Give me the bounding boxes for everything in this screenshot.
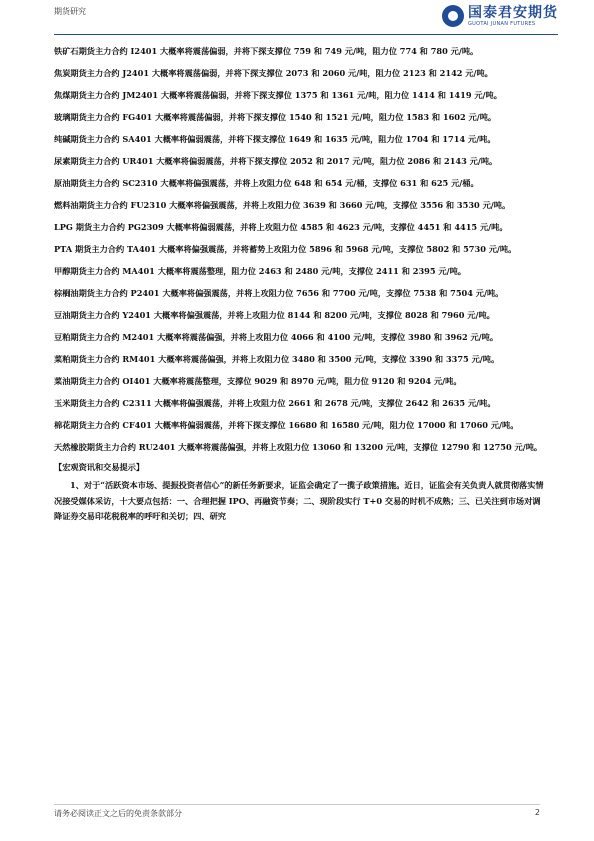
paragraph-lpg: LPG 期货主力合约 PG2309 大概率将偏弱震荡，并将上攻阻力位 4585 和 4623 元/吨，支撑位 4451 和 4415 元/吨。 [54, 222, 508, 232]
logo-en-text: GUOTAI JUNAN FUTURES [468, 20, 536, 27]
paragraph-pta: PTA 期货主力合约 TA401 大概率将偏强震荡，并将蓄势上攻阻力位 5896 和 5968 元/吨，支撑位 5802 和 5730 元/吨。 [54, 244, 517, 254]
logo-cn-text: 国泰君安期货 [468, 4, 558, 21]
paragraph-cotton: 棉花期货主力合约 CF401 大概率将偏弱震荡，并将下探支撑位 16680 和 16580 元/吨，阻力位 17000 和 17060 元/吨。 [54, 420, 519, 430]
paragraph-coke: 焦炭期货主力合约 J2401 大概率将震荡偏弱，并将下探支撑位 2073 和 2060 元/吨，阻力位 2123 和 2142 元/吨。 [54, 68, 493, 78]
paragraph-iron-ore: 铁矿石期货主力合约 I2401 大概率将震荡偏弱，并将下探支撑位 759 和 749 元/吨，阻力位 774 和 780 元/吨。 [54, 46, 479, 56]
paragraph-coking-coal: 焦煤期货主力合约 JM2401 大概率将震荡偏弱，并将下探支撑位 1375 和 1361 元/吨，阻力位 1414 和 1419 元/吨。 [54, 90, 502, 100]
paragraph-rapeseed-oil: 菜油期货主力合约 OI401 大概率将震荡整理，支撑位 9029 和 8970 元/吨，阻力位 9120 和 9204 元/吨。 [54, 376, 462, 386]
paragraph-methanol: 甲醇期货主力合约 MA401 大概率将震荡整理，阻力位 2463 和 2480 元/吨，支撑位 2411 和 2395 元/吨。 [54, 266, 466, 276]
footer-disclaimer: 请务必阅读正文之后的免责条款部分 [54, 809, 182, 818]
paragraph-soybean-meal: 豆粕期货主力合约 M2401 大概率将震荡偏强，并将上攻阻力位 4066 和 4100 元/吨，支撑位 3980 和 3962 元/吨。 [54, 332, 499, 342]
paragraph-palm-oil: 棕榈油期货主力合约 P2401 大概率将偏强震荡，并将上攻阻力位 7656 和 7700 元/吨，支撑位 7538 和 7504 元/吨。 [54, 288, 504, 298]
paragraph-crude-oil: 原油期货主力合约 SC2310 大概率将偏强震荡，并将上攻阻力位 648 和 654 元/桶，支撑位 631 和 625 元/桶。 [54, 178, 479, 188]
paragraph-rapeseed-meal: 菜粕期货主力合约 RM401 大概率将震荡偏强，并将上攻阻力位 3480 和 3500 元/吨，支撑位 3390 和 3375 元/吨。 [54, 354, 500, 364]
paragraph-corn: 玉米期货主力合约 C2311 大概率将偏强震荡，并将上攻阻力位 2661 和 2678 元/吨，支撑位 2642 和 2635 元/吨。 [54, 398, 496, 408]
footer-divider [54, 804, 540, 805]
header-left-label: 期货研究 [54, 7, 86, 16]
section-title-macro: 【宏观资讯和交易提示】 [54, 462, 145, 472]
paragraph-glass: 玻璃期货主力合约 FG401 大概率将震荡偏弱，并将下探支撑位 1540 和 1521 元/吨，阻力位 1583 和 1602 元/吨。 [54, 112, 497, 122]
document-body [54, 44, 546, 525]
page-number: 2 [534, 808, 540, 817]
section-body-macro: 1、对于“活跃资本市场、提振投资者信心”的新任务新要求，证监会确定了一揽子政策措施。近日，证监会有关负责人就贯彻落实情况接受媒体采访，十大要点包括：一、合理把握 IPO、再融资节奏；二、现阶段实行 T+0 交易的时机不成熟；三、已关注到市场对调降证券交易印花税税率的呼吁和关切；四、研究 [54, 480, 544, 521]
company-logo [442, 5, 558, 27]
paragraph-fuel-oil: 燃料油期货主力合约 FU2310 大概率将偏强震荡，并将上攻阻力位 3639 和 3660 元/吨，支撑位 3556 和 3530 元/吨。 [54, 200, 511, 210]
paragraph-urea: 尿素期货主力合约 UR401 大概率将偏弱震荡，并将下探支撑位 2052 和 2017 元/吨，阻力位 2086 和 2143 元/吨。 [54, 156, 498, 166]
paragraph-natural-rubber: 天然橡胶期货主力合约 RU2401 大概率将震荡偏强，并将上攻阻力位 13060 和 13200 元/吨，支撑位 12790 和 12750 元/吨。 [54, 442, 543, 452]
header-divider [54, 34, 558, 35]
logo-emblem-icon [442, 5, 464, 27]
paragraph-soda-ash: 纯碱期货主力合约 SA401 大概率将偏弱震荡，并将下探支撑位 1649 和 1635 元/吨，阻力位 1704 和 1714 元/吨。 [54, 134, 496, 144]
paragraph-soybean-oil: 豆油期货主力合约 Y2401 大概率将偏强震荡，并将上攻阻力位 8144 和 8200 元/吨，支撑位 8028 和 7960 元/吨。 [54, 310, 495, 320]
